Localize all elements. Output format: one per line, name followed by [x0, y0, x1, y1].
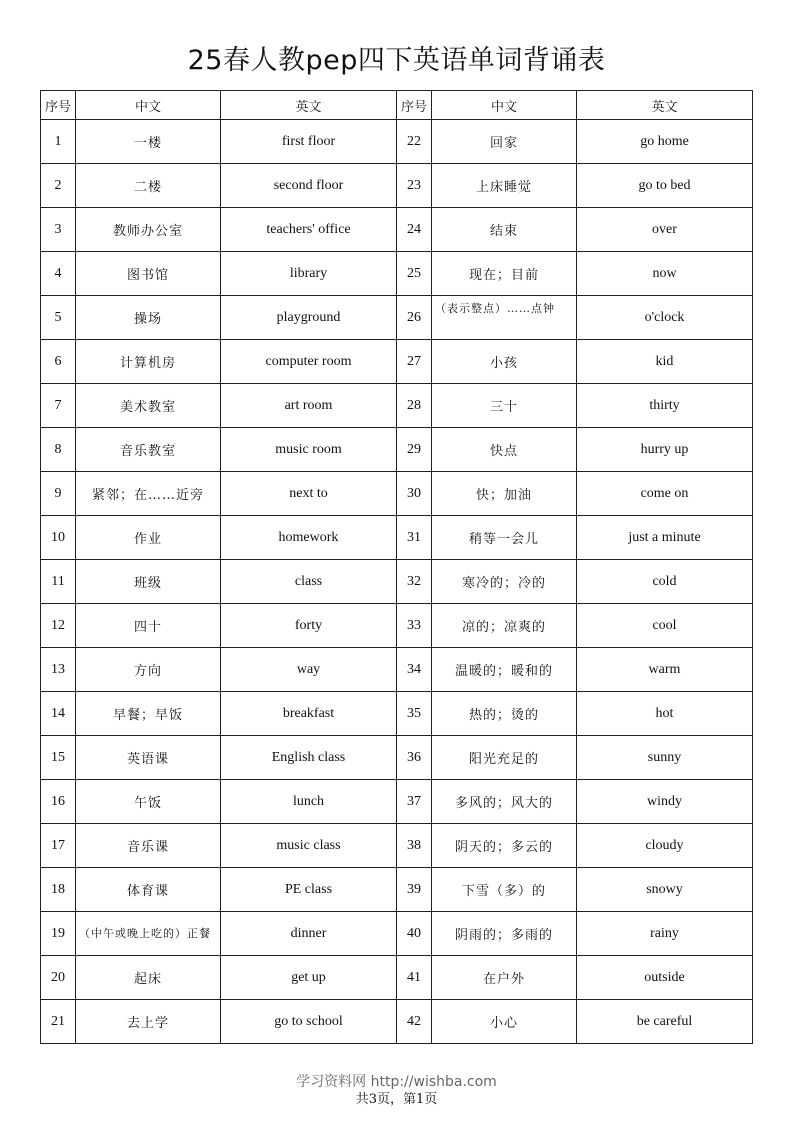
table-row — [41, 692, 753, 736]
word-chinese: 体育课 — [76, 868, 221, 912]
word-english: class — [221, 560, 397, 604]
word-number: 31 — [397, 516, 432, 560]
word-number: 21 — [41, 1000, 76, 1044]
table-row — [41, 780, 753, 824]
word-number: 22 — [397, 120, 432, 164]
word-english: go home — [577, 120, 753, 164]
word-english: kid — [577, 340, 753, 384]
word-chinese: 温暖的；暖和的 — [432, 648, 577, 692]
table-row — [41, 472, 753, 516]
word-chinese: 阴天的；多云的 — [432, 824, 577, 868]
word-number: 5 — [41, 296, 76, 340]
word-english: rainy — [577, 912, 753, 956]
word-chinese: 结束 — [432, 208, 577, 252]
vocabulary-table — [40, 90, 753, 1044]
word-chinese: 快点 — [432, 428, 577, 472]
word-chinese: 作业 — [76, 516, 221, 560]
word-chinese: 教师办公室 — [76, 208, 221, 252]
word-number: 6 — [41, 340, 76, 384]
word-number: 25 — [397, 252, 432, 296]
word-number: 15 — [41, 736, 76, 780]
word-english: homework — [221, 516, 397, 560]
table-row — [41, 604, 753, 648]
word-english: second floor — [221, 164, 397, 208]
page-title: 25春人教pep四下英语单词背诵表 — [187, 45, 606, 76]
word-chinese: （中午或晚上吃的）正餐 — [76, 912, 221, 956]
word-number: 26 — [397, 296, 432, 340]
table-row — [41, 560, 753, 604]
word-chinese: 四十 — [76, 604, 221, 648]
word-chinese: （表示整点）……点钟 — [432, 296, 577, 340]
word-number: 14 — [41, 692, 76, 736]
word-number: 35 — [397, 692, 432, 736]
word-english: playground — [221, 296, 397, 340]
word-chinese: 英语课 — [76, 736, 221, 780]
word-number: 36 — [397, 736, 432, 780]
word-chinese: 稍等一会儿 — [432, 516, 577, 560]
word-number: 4 — [41, 252, 76, 296]
word-number: 42 — [397, 1000, 432, 1044]
word-chinese: 阳光充足的 — [432, 736, 577, 780]
table-row — [41, 516, 753, 560]
table-row — [41, 120, 753, 164]
word-chinese: 下雪（多）的 — [432, 868, 577, 912]
word-chinese: 操场 — [76, 296, 221, 340]
word-number: 39 — [397, 868, 432, 912]
word-number: 19 — [41, 912, 76, 956]
word-chinese: 早餐；早饭 — [76, 692, 221, 736]
word-number: 37 — [397, 780, 432, 824]
header-english-left: 英文 — [221, 91, 397, 120]
word-chinese: 小孩 — [432, 340, 577, 384]
table-row — [41, 912, 753, 956]
table-row — [41, 164, 753, 208]
word-english: computer room — [221, 340, 397, 384]
word-english: cold — [577, 560, 753, 604]
word-english: next to — [221, 472, 397, 516]
word-english: way — [221, 648, 397, 692]
word-english: outside — [577, 956, 753, 1000]
word-chinese: 二楼 — [76, 164, 221, 208]
word-number: 13 — [41, 648, 76, 692]
header-number-right: 序号 — [397, 91, 432, 120]
header-chinese-left: 中文 — [76, 91, 221, 120]
word-english: now — [577, 252, 753, 296]
word-number: 23 — [397, 164, 432, 208]
word-english: PE class — [221, 868, 397, 912]
word-english: o'clock — [577, 296, 753, 340]
word-english: lunch — [221, 780, 397, 824]
word-chinese: 去上学 — [76, 1000, 221, 1044]
word-english: hot — [577, 692, 753, 736]
table-row — [41, 648, 753, 692]
word-english: go to school — [221, 1000, 397, 1044]
word-english: hurry up — [577, 428, 753, 472]
footer-website: 学习资料网 http://wishba.com — [296, 1074, 497, 1090]
table-row — [41, 868, 753, 912]
word-english: breakfast — [221, 692, 397, 736]
word-chinese: 美术教室 — [76, 384, 221, 428]
table-row — [41, 736, 753, 780]
word-chinese: 快；加油 — [432, 472, 577, 516]
table-row — [41, 296, 753, 340]
table-row — [41, 824, 753, 868]
word-chinese: 回家 — [432, 120, 577, 164]
word-english: music room — [221, 428, 397, 472]
table-row — [41, 252, 753, 296]
word-chinese: 寒冷的；冷的 — [432, 560, 577, 604]
word-chinese: 起床 — [76, 956, 221, 1000]
word-english: get up — [221, 956, 397, 1000]
word-number: 12 — [41, 604, 76, 648]
word-chinese: 多风的；风大的 — [432, 780, 577, 824]
word-number: 3 — [41, 208, 76, 252]
word-number: 11 — [41, 560, 76, 604]
word-number: 38 — [397, 824, 432, 868]
table-row — [41, 384, 753, 428]
word-number: 27 — [397, 340, 432, 384]
word-english: cool — [577, 604, 753, 648]
table-row — [41, 208, 753, 252]
word-english: cloudy — [577, 824, 753, 868]
word-chinese: 上床睡觉 — [432, 164, 577, 208]
word-chinese: 凉的；凉爽的 — [432, 604, 577, 648]
word-chinese: 音乐教室 — [76, 428, 221, 472]
word-number: 24 — [397, 208, 432, 252]
header-chinese-right: 中文 — [432, 91, 577, 120]
word-number: 17 — [41, 824, 76, 868]
word-english: library — [221, 252, 397, 296]
word-number: 8 — [41, 428, 76, 472]
footer-page-number: 共3页，第1页 — [355, 1092, 438, 1107]
word-english: over — [577, 208, 753, 252]
word-english: go to bed — [577, 164, 753, 208]
word-chinese: 热的；烫的 — [432, 692, 577, 736]
word-number: 7 — [41, 384, 76, 428]
table-row — [41, 428, 753, 472]
word-english: art room — [221, 384, 397, 428]
word-number: 29 — [397, 428, 432, 472]
word-number: 34 — [397, 648, 432, 692]
word-chinese: 方向 — [76, 648, 221, 692]
word-number: 10 — [41, 516, 76, 560]
word-chinese: 计算机房 — [76, 340, 221, 384]
word-number: 30 — [397, 472, 432, 516]
table-row — [41, 1000, 753, 1044]
word-english: thirty — [577, 384, 753, 428]
table-row — [41, 956, 753, 1000]
word-number: 41 — [397, 956, 432, 1000]
table-header-row — [41, 91, 753, 120]
word-english: forty — [221, 604, 397, 648]
table-row — [41, 340, 753, 384]
word-chinese: 一楼 — [76, 120, 221, 164]
word-chinese: 小心 — [432, 1000, 577, 1044]
word-english: come on — [577, 472, 753, 516]
word-number: 2 — [41, 164, 76, 208]
word-number: 32 — [397, 560, 432, 604]
word-chinese: 在户外 — [432, 956, 577, 1000]
word-english: dinner — [221, 912, 397, 956]
word-number: 9 — [41, 472, 76, 516]
word-english: English class — [221, 736, 397, 780]
word-english: be careful — [577, 1000, 753, 1044]
word-chinese: 音乐课 — [76, 824, 221, 868]
word-english: first floor — [221, 120, 397, 164]
word-number: 1 — [41, 120, 76, 164]
word-chinese: 午饭 — [76, 780, 221, 824]
header-english-right: 英文 — [577, 91, 753, 120]
word-english: windy — [577, 780, 753, 824]
word-chinese: 阴雨的；多雨的 — [432, 912, 577, 956]
word-chinese: 紧邻；在……近旁 — [76, 472, 221, 516]
word-english: warm — [577, 648, 753, 692]
word-number: 33 — [397, 604, 432, 648]
word-chinese: 班级 — [76, 560, 221, 604]
header-number-left: 序号 — [41, 91, 76, 120]
word-number: 16 — [41, 780, 76, 824]
word-number: 40 — [397, 912, 432, 956]
word-english: just a minute — [577, 516, 753, 560]
word-english: music class — [221, 824, 397, 868]
word-english: sunny — [577, 736, 753, 780]
word-chinese: 三十 — [432, 384, 577, 428]
word-chinese: 图书馆 — [76, 252, 221, 296]
word-number: 18 — [41, 868, 76, 912]
word-number: 20 — [41, 956, 76, 1000]
word-english: teachers' office — [221, 208, 397, 252]
word-english: snowy — [577, 868, 753, 912]
word-chinese: 现在；目前 — [432, 252, 577, 296]
word-number: 28 — [397, 384, 432, 428]
